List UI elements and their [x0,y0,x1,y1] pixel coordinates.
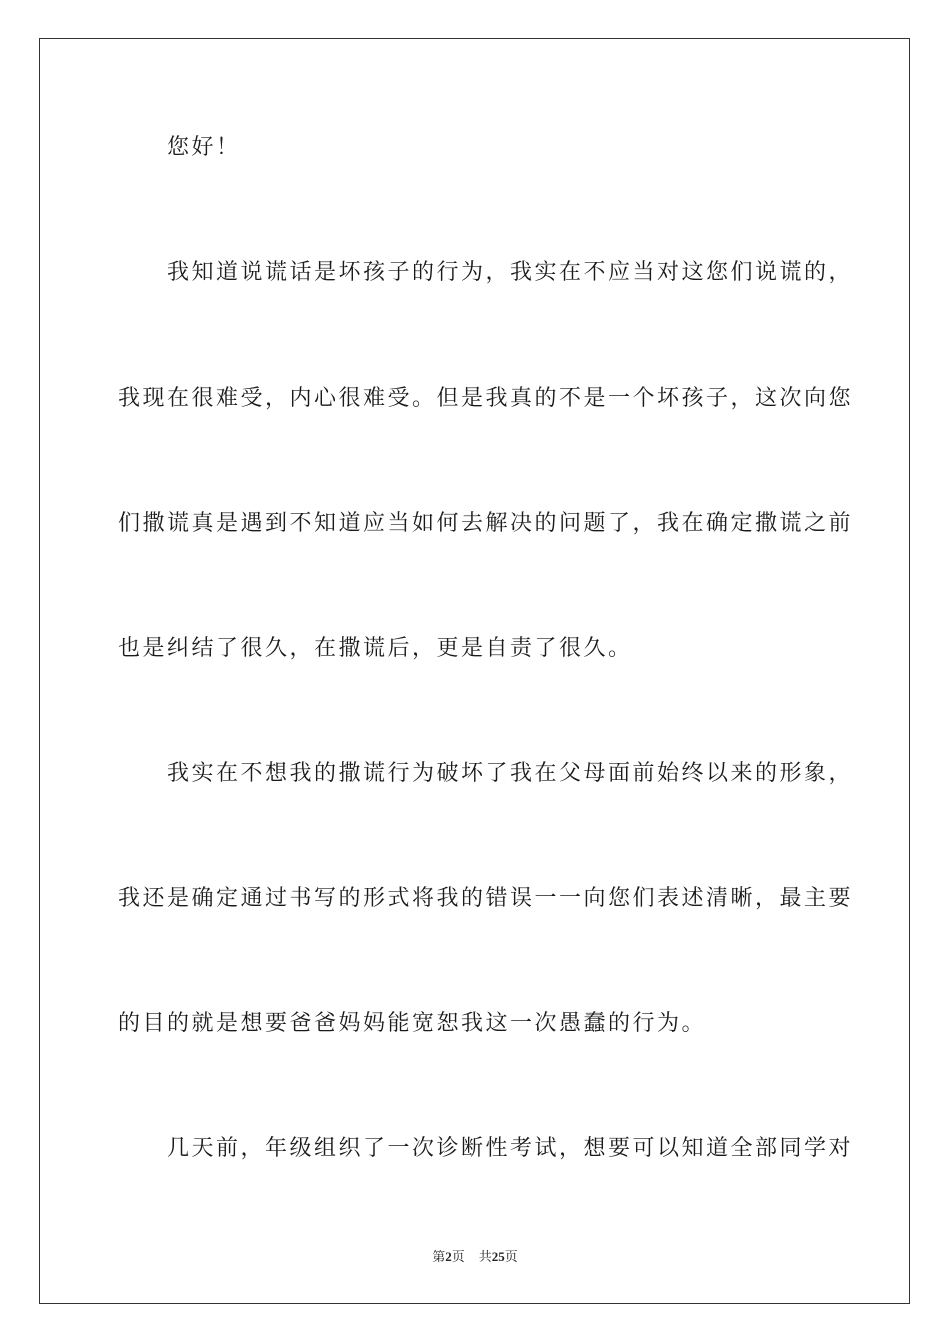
text-line: 我实在不想我的撒谎行为破坏了我在父母面前始终以来的形象， [118,761,854,786]
text-line: 我还是确定通过书写的形式将我的错误一一向您们表述清晰，最主要 [118,886,854,911]
page-prefix: 第 [432,1250,446,1265]
page-footer [0,1248,950,1267]
text-line: 您好！ [118,135,241,160]
total-pages-number: 25 [491,1249,505,1264]
text-line: 的目的就是想要爸爸妈妈能宽恕我这一次愚蠢的行为。 [118,1011,707,1036]
total-unit: 页 [504,1250,518,1265]
text-line: 们撒谎真是遇到不知道应当如何去解决的问题了，我在确定撒谎之前 [118,511,854,536]
page-unit: 页 [451,1250,465,1265]
current-page-number: 2 [445,1249,452,1264]
text-line: 我现在很难受，内心很难受。但是我真的不是一个坏孩子，这次向您 [118,386,854,411]
text-line: 也是纠结了很久，在撒谎后，更是自责了很久。 [118,636,633,661]
total-prefix: 共 [478,1250,492,1265]
text-line: 几天前，年级组织了一次诊断性考试，想要可以知道全部同学对 [118,1136,854,1161]
text-line: 我知道说谎话是坏孩子的行为，我实在不应当对这您们说谎的， [118,260,854,285]
page-frame [39,38,910,1304]
